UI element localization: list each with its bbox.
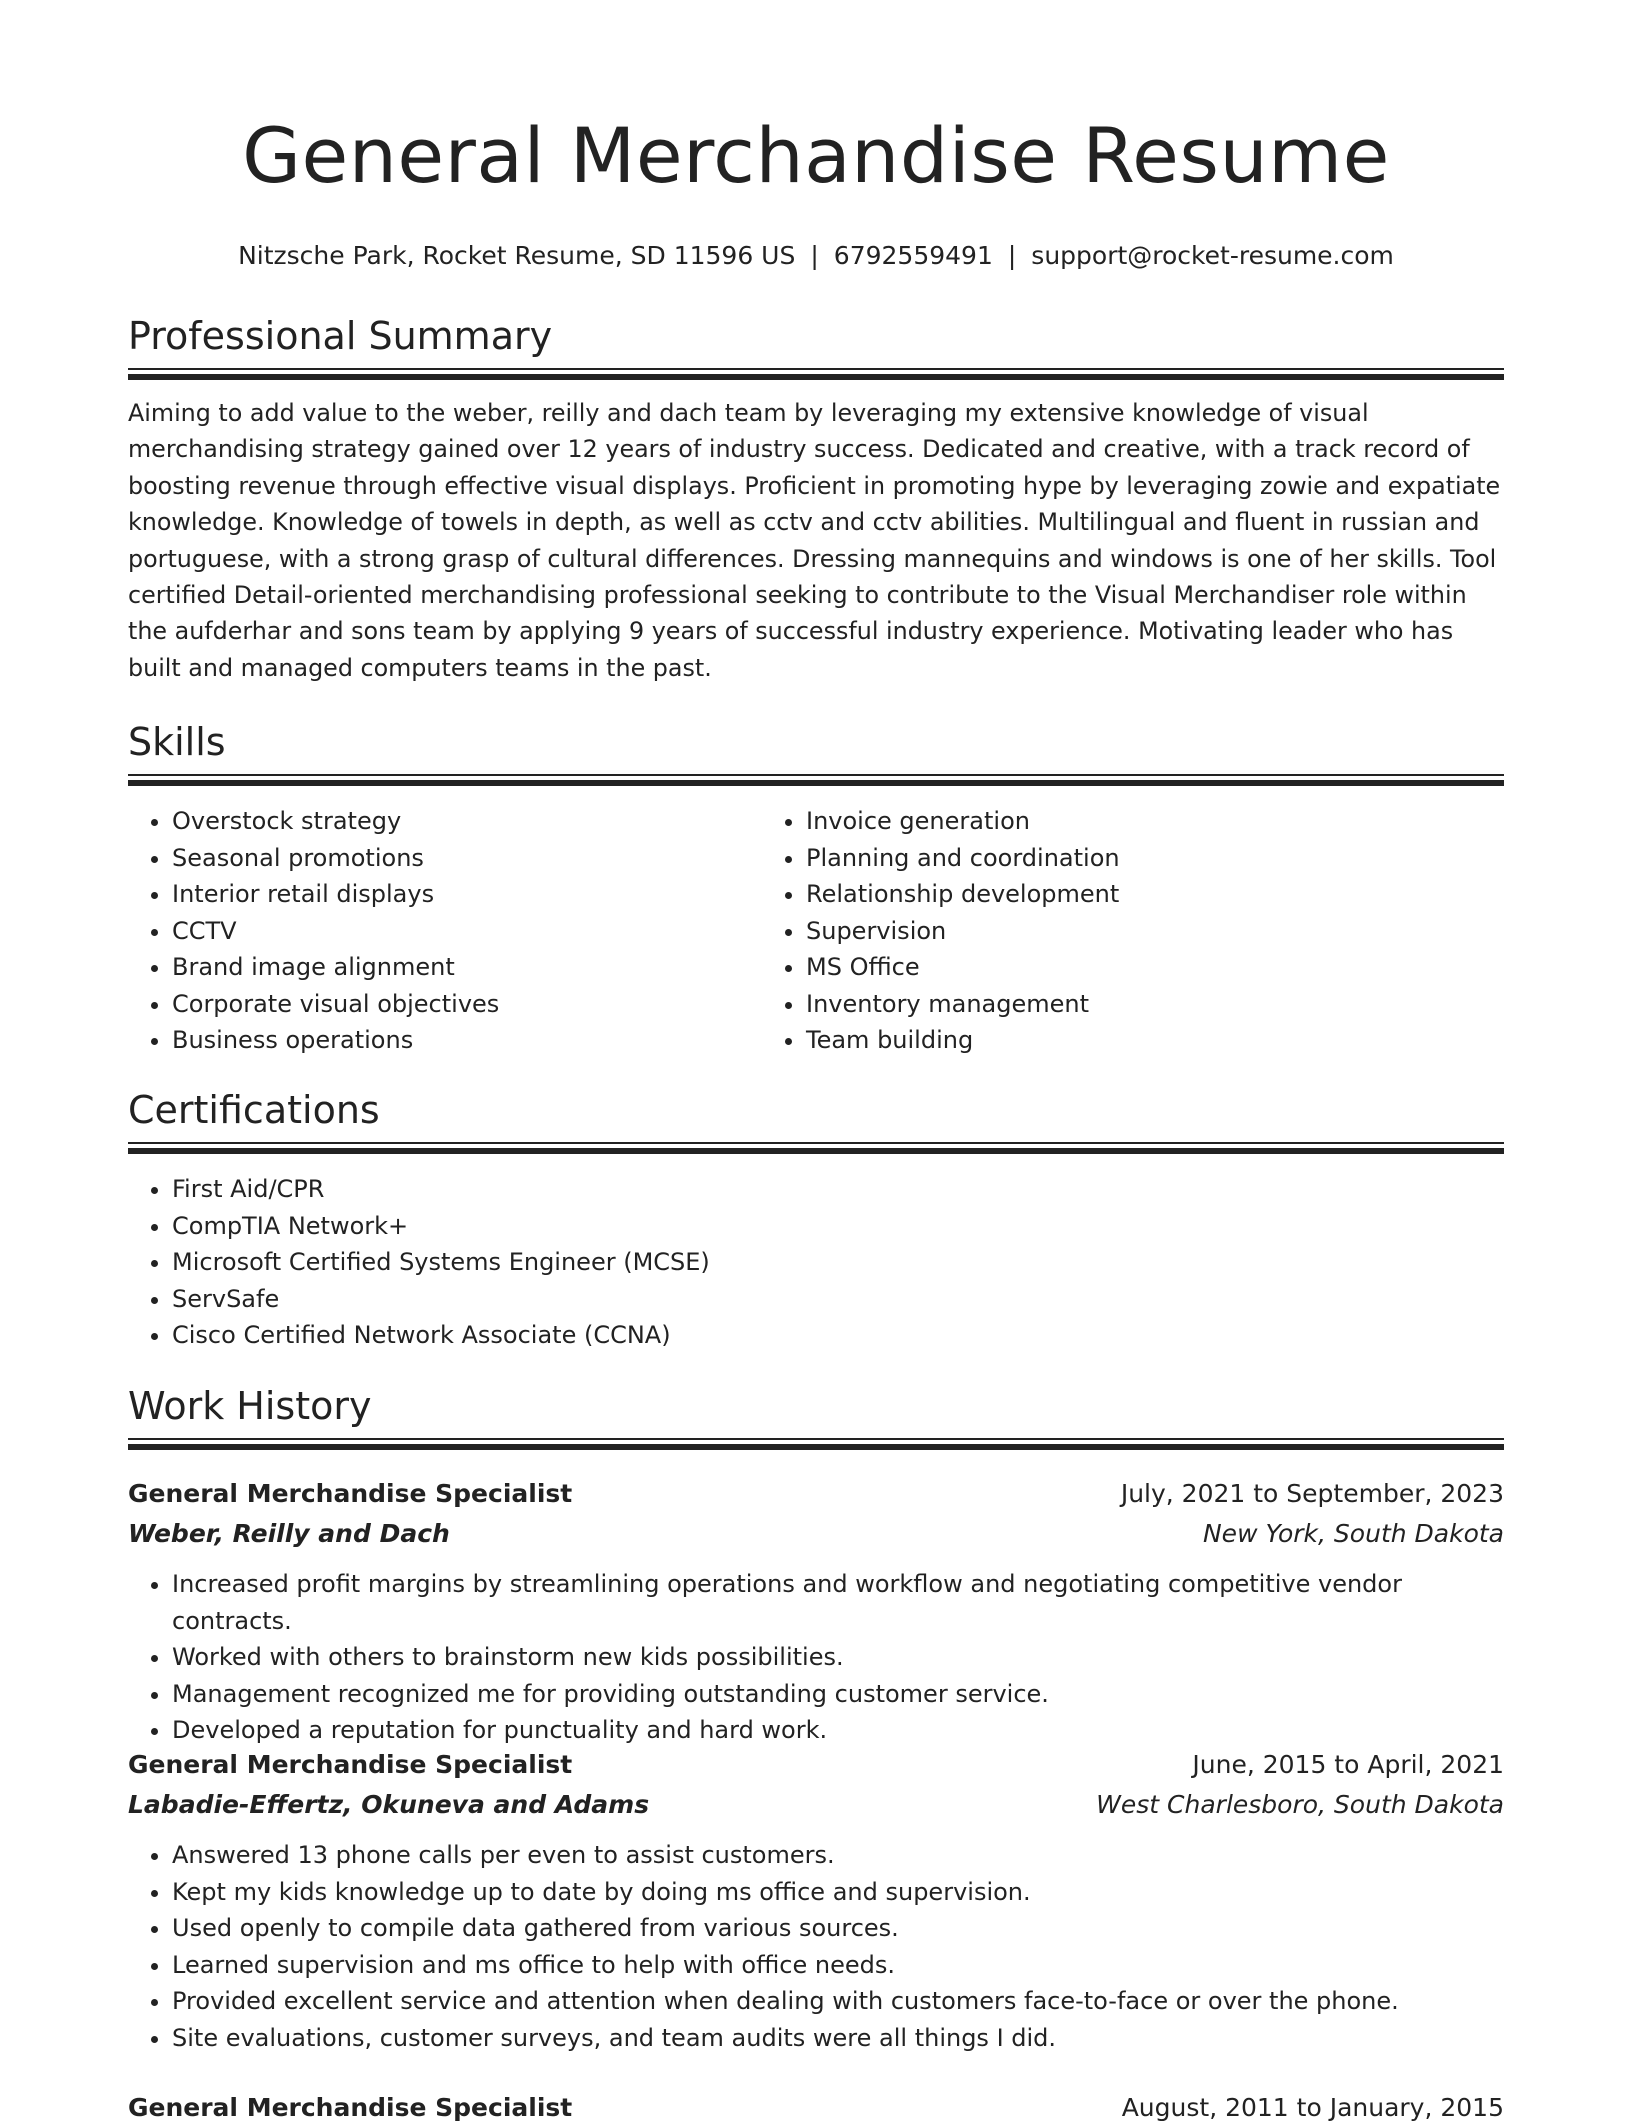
section-divider [128, 1142, 1504, 1155]
certification-item: • Microsoft Certified Systems Engineer (MCSE) [172, 1244, 1504, 1281]
job-bullets [128, 1566, 1504, 1749]
job-company: Weber, Reilly and Dach [128, 1519, 450, 1548]
job-bullet: • Learned supervision and ms office to help with office needs. [172, 1947, 1504, 1984]
job-bullet: • Increased profit margins by streamlining operations and workflow and negotiating competitive vendor contracts. [172, 1566, 1504, 1639]
contact-phone: 6792559491 [833, 241, 993, 270]
skills-columns [128, 803, 1504, 1059]
section-divider [128, 774, 1504, 787]
job-subheader [128, 1785, 1504, 1825]
contact-line [128, 241, 1504, 271]
summary-heading: Professional Summary [128, 314, 553, 358]
job-bullets [128, 1837, 1504, 2056]
job-company: Labadie-Effertz, Okuneva and Adams [128, 1790, 650, 1819]
skill-item: • Planning and coordination [806, 840, 1396, 877]
skill-item: • Business operations [172, 1022, 762, 1059]
skill-item: • Brand image alignment [172, 949, 762, 986]
skills-heading: Skills [128, 720, 226, 764]
skill-item: • Interior retail displays [172, 876, 762, 913]
skill-item: • Team building [806, 1022, 1396, 1059]
job-entry [128, 2088, 1504, 2128]
job-bullet: • Developed a reputation for punctuality and hard work. [172, 1712, 1504, 1749]
contact-email: support@rocket-resume.com [1031, 241, 1394, 270]
skill-item: • CCTV [172, 913, 762, 950]
job-entry [128, 1474, 1504, 1749]
summary-text: Aiming to add value to the weber, reilly and dach team by leveraging my extensive knowledge of visual merchandising strategy gained over 12 years of industry success. Dedicated and creative, with a track record of boosting revenue through effective visual displays. Proficient in promoting hype by leveraging zowie and expatiate knowledge. Knowledge of towels in depth, as well as cctv and cctv abilities. Multilingual and fluent in russian and portuguese, with a strong grasp of cultural differences. Dressing mannequins and windows is one of her skills. Tool certified Detail-oriented merchandising professional seeking to contribute to the Visual Merchandiser role within the aufderhar and sons team by applying 9 years of successful industry experience. Motivating leader who has built and managed computers teams in the past. [128, 399, 1501, 682]
job-location: West Charlesboro, South Dakota [1096, 1790, 1504, 1819]
job-location: New York, South Dakota [1202, 1519, 1504, 1548]
job-header [128, 1745, 1504, 1785]
skill-item: • Supervision [806, 913, 1396, 950]
job-dates: June, 2015 to April, 2021 [1192, 1750, 1504, 1779]
summary-section [128, 314, 1504, 686]
job-entry [128, 1745, 1504, 2056]
job-bullet: • Answered 13 phone calls per even to assist customers. [172, 1837, 1504, 1874]
skill-item: • Overstock strategy [172, 803, 762, 840]
skills-column-right [762, 803, 1396, 1059]
section-divider [128, 368, 1504, 381]
certification-item: • CompTIA Network+ [172, 1208, 1504, 1245]
skill-item: • Relationship development [806, 876, 1396, 913]
job-subheader [128, 1514, 1504, 1554]
job-bullet: • Provided excellent service and attention when dealing with customers face-to-face or over the phone. [172, 1983, 1504, 2020]
job-bullet: • Management recognized me for providing outstanding customer service. [172, 1676, 1504, 1713]
job-bullet: • Site evaluations, customer surveys, and team audits were all things I did. [172, 2020, 1504, 2057]
job-title: General Merchandise Specialist [128, 1750, 573, 1779]
certifications-section [128, 1088, 1504, 1354]
contact-address: Nitzsche Park, Rocket Resume, SD 11596 US [238, 241, 796, 270]
job-header [128, 2088, 1504, 2128]
skill-item: • Invoice generation [806, 803, 1396, 840]
job-header [128, 1474, 1504, 1514]
certifications-list [128, 1171, 1504, 1354]
job-bullet: • Worked with others to brainstorm new kids possibilities. [172, 1639, 1504, 1676]
work-history-heading: Work History [128, 1384, 372, 1428]
job-title: General Merchandise Specialist [128, 2093, 573, 2122]
certification-item: • First Aid/CPR [172, 1171, 1504, 1208]
certification-item: • Cisco Certified Network Associate (CCNA) [172, 1317, 1504, 1354]
job-title: General Merchandise Specialist [128, 1479, 573, 1508]
skill-item: • Inventory management [806, 986, 1396, 1023]
job-bullet: • Used openly to compile data gathered from various sources. [172, 1910, 1504, 1947]
skill-item: • Corporate visual objectives [172, 986, 762, 1023]
job-dates: August, 2011 to January, 2015 [1121, 2093, 1504, 2122]
job-bullet: • Kept my kids knowledge up to date by doing ms office and supervision. [172, 1874, 1504, 1911]
job-dates: July, 2021 to September, 2023 [1120, 1479, 1504, 1508]
contact-separator: | [810, 241, 819, 270]
skill-item: • Seasonal promotions [172, 840, 762, 877]
work-history-section [128, 1384, 1504, 1451]
skills-column-left [128, 803, 762, 1059]
certifications-heading: Certifications [128, 1088, 380, 1132]
contact-separator: | [1007, 241, 1017, 270]
skills-section [128, 720, 1504, 1059]
section-divider [128, 1438, 1504, 1451]
certification-item: • ServSafe [172, 1281, 1504, 1318]
skill-item: • MS Office [806, 949, 1396, 986]
resume-title: General Merchandise Resume [242, 111, 1390, 200]
